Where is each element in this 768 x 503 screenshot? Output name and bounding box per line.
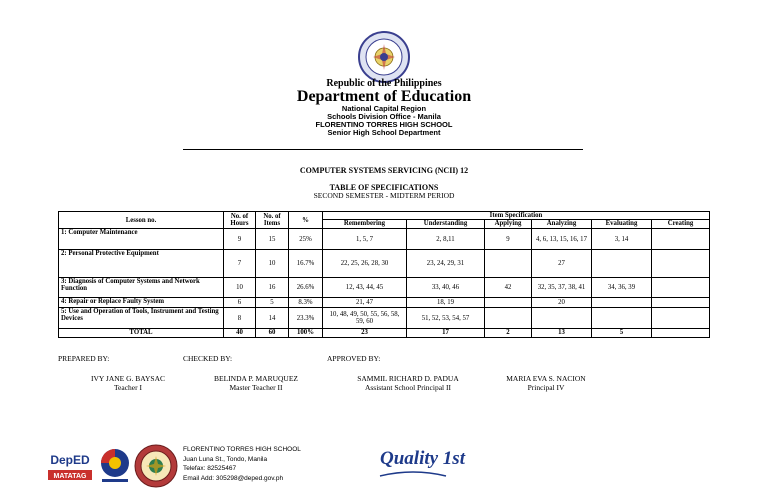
header-percent: % [289,212,323,229]
footer-email: Email Add: 305298@deped.gov.ph [183,474,284,482]
analyzing-cell: 4, 6, 13, 15, 16, 17 [532,229,592,250]
remembering-cell: 1, 5, 7 [323,229,407,250]
header-analyzing: Analyzing [532,220,592,229]
table-row [59,250,710,278]
school-seal-icon [134,444,178,488]
total-items: 60 [256,329,289,338]
total-creating [652,329,710,338]
total-percent: 100% [289,329,323,338]
deped-seal-icon [357,30,411,84]
hours-cell: 9 [224,229,256,250]
approved1-name: SAMMIL RICHARD D. PADUA [357,374,459,383]
checked-title: Master Teacher II [229,383,283,392]
total-hours: 40 [224,329,256,338]
creating-cell [652,298,710,308]
lesson-cell: 2: Personal Protective Equipment [59,250,224,278]
evaluating-cell [592,308,652,329]
course-title: COMPUTER SYSTEMS SERVICING (NCII) 12 [299,166,469,175]
hours-cell: 6 [224,298,256,308]
remembering-cell: 22, 25, 26, 28, 30 [323,250,407,278]
items-cell: 5 [256,298,289,308]
evaluating-cell [592,250,652,278]
applying-cell: 9 [485,229,532,250]
header-hours: No. of Hours [224,212,256,229]
understanding-cell: 18, 19 [407,298,485,308]
total-label: TOTAL [59,329,224,338]
header-remembering: Remembering [323,220,407,229]
evaluating-cell: 3, 14 [592,229,652,250]
lesson-cell: 5: Use and Operation of Tools, Instrument and Testing Devices [59,308,224,329]
approved1-title: Assistant School Principal II [364,383,452,392]
deped-matatag-logo-icon [46,446,94,486]
checked-by-label: CHECKED BY: [183,354,233,363]
prepared-by-label: PREPARED BY: [58,354,110,363]
approved2-title: Principal IV [527,383,565,392]
total-understanding: 17 [407,329,485,338]
lesson-cell: 4: Repair or Replace Faulty System [59,298,224,308]
evaluating-cell [592,298,652,308]
evaluating-cell: 34, 36, 39 [592,278,652,298]
header-lesson: Lesson no. [59,212,224,229]
percent-cell: 8.3% [289,298,323,308]
percent-cell: 25% [289,229,323,250]
header-creating: Creating [652,220,710,229]
department-unit-label: Senior High School Department [327,128,441,137]
footer-contact [183,445,301,483]
applying-cell [485,308,532,329]
quality-first-logo-icon [376,440,465,486]
total-evaluating: 5 [592,329,652,338]
prepared-title: Teacher I [114,383,142,392]
total-row [59,329,710,338]
table-row [59,278,710,298]
lesson-cell: 1: Computer Maintenance [59,229,224,250]
document-title: TABLE OF SPECIFICATIONS [329,183,439,192]
header-evaluating: Evaluating [592,220,652,229]
applying-cell: 42 [485,278,532,298]
hours-cell: 8 [224,308,256,329]
header-divider [183,149,583,150]
checked-name: BELINDA P. MARUQUEZ [214,374,298,383]
items-cell: 15 [256,229,289,250]
region-label: National Capital Region [341,104,427,113]
lesson-cell: 3: Diagnosis of Computer Systems and Network Function [59,278,224,298]
percent-cell: 16.7% [289,250,323,278]
creating-cell [652,250,710,278]
footer-school: FLORENTINO TORRES HIGH SCHOOL [183,446,301,453]
creating-cell [652,229,710,250]
republic-label: Republic of the Philippines [326,78,442,89]
items-cell: 16 [256,278,289,298]
remembering-cell: 21, 47 [323,298,407,308]
creating-cell [652,278,710,298]
quality-logo-text: Quality 1st [380,448,465,469]
remembering-cell: 10, 48, 49, 50, 55, 56, 58, 59, 60 [323,308,407,329]
understanding-cell: 51, 52, 53, 54, 57 [407,308,485,329]
hours-cell: 10 [224,278,256,298]
total-applying: 2 [485,329,532,338]
school-label: FLORENTINO TORRES HIGH SCHOOL [315,120,453,129]
deped-logo-text: DepED [50,453,90,467]
approved-by-label: APPROVED BY: [327,354,381,363]
footer-address: Juan Luna St., Tondo, Manila [183,455,268,463]
creating-cell [652,308,710,329]
applying-cell [485,298,532,308]
total-remembering: 23 [323,329,407,338]
understanding-cell: 23, 24, 29, 31 [407,250,485,278]
header-applying: Applying [485,220,532,229]
analyzing-cell: 20 [532,298,592,308]
percent-cell: 23.3% [289,308,323,329]
analyzing-cell [532,308,592,329]
matatag-text: MATATAG [53,473,87,480]
applying-cell [485,250,532,278]
understanding-cell: 2, 8,11 [407,229,485,250]
header-item-specification: Item Specification [323,212,710,220]
footer-telefax: Telefax: 82525467 [183,465,237,472]
items-cell: 14 [256,308,289,329]
items-cell: 10 [256,250,289,278]
percent-cell: 26.6% [289,278,323,298]
analyzing-cell: 32, 35, 37, 38, 41 [532,278,592,298]
period-label: SECOND SEMESTER - MIDTERM PERIOD [313,191,455,200]
table-row [59,229,710,250]
bagong-pilipinas-logo-icon [98,448,132,484]
division-label: Schools Division Office - Manila [327,112,441,121]
analyzing-cell: 27 [532,250,592,278]
table-row [59,308,710,329]
header-understanding: Understanding [407,220,485,229]
department-title: Department of Education [296,88,472,105]
hours-cell: 7 [224,250,256,278]
prepared-name: IVY JANE G. BAYSAC [90,374,166,383]
remembering-cell: 12, 43, 44, 45 [323,278,407,298]
understanding-cell: 33, 40, 46 [407,278,485,298]
specification-table [58,211,710,338]
header-items: No. of Items [256,212,289,229]
approved2-name: MARIA EVA S. NACION [506,374,586,383]
table-row [59,298,710,308]
total-analyzing: 13 [532,329,592,338]
